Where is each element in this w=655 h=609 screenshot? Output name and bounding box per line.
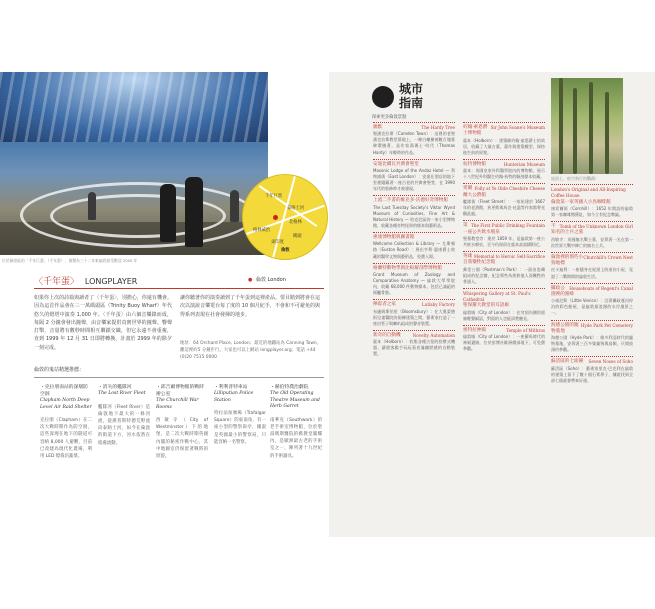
entry-heading-cn: 海德公園的寵物墓地 — [551, 322, 579, 334]
entry-heading — [551, 255, 633, 268]
entry-text: 小威尼斯（Little Venice）：沿著攝政運河停泊的彩色船屋，是倫敦最浪漫的水岸風景之一。 — [551, 298, 633, 316]
dome-photo — [0, 72, 271, 255]
entry-heading-en: Lullaby Factory — [421, 302, 455, 308]
location-dot-icon: ● — [248, 277, 253, 283]
entry-heading-en: Novelty Automation — [412, 332, 455, 338]
entry-heading-cn: 約翰·索恩爵士博物館 — [463, 125, 488, 137]
address-info: 地址：64 Orchard Place, London；最近的地鐵站為 Canning Town，離這裡約5 分鐘步行。大家也可以上網站 longplayer.org；電話 +44 (0)20 7515 0000 — [180, 341, 322, 360]
map-label: 千年巨蛋 — [265, 194, 283, 199]
entry-text: 霍本（Holborn）：建築師約翰·索恩爵士的故居，收藏了大量古董、畫作與建築模型，保持他生前的原貌。 — [463, 137, 545, 155]
station-name-en: Lilliputian Police Station — [214, 391, 254, 403]
station-item — [270, 384, 322, 460]
entry-text: 蘇活區（Soho）：藝術家里克·巴克利在倫敦的建築上留下了數十個石膏鼻子，據說找到全部七個就會帶來好運。 — [551, 365, 633, 383]
guide-entry — [551, 184, 633, 218]
entry-heading-cn: 倫敦裡的那些小狗地標 — [551, 254, 584, 267]
entry-text: 布盧姆斯伯里（Bloomsbury）：在大奧蒙德街兒童醫院的兩棟建築之間，藝術家打造了一座由管子與喇叭組成的聲音裝置。 — [373, 308, 455, 326]
guide-entry — [373, 159, 455, 193]
title-divider — [34, 288, 324, 289]
entry-heading-cn: 英雄自我犧牲紀念館 — [463, 254, 496, 266]
entry-text: 西敏寺：英國無名戰士墓，安葬著一名在第一次世界大戰中陣亡的無名士兵。 — [551, 236, 633, 248]
map-label: 東印度 — [271, 240, 284, 245]
entry-text: 霍本：英國皇家外科醫學院內的博物館，展示十八世紀外科醫生約翰·杭特的解剖標本收藏。 — [463, 168, 545, 180]
guide-entry — [551, 252, 633, 280]
entry-heading-cn: 新奇的自動機 — [373, 332, 401, 338]
station-name-en: The Old Operating Theatre Museum and Herb Garret — [270, 391, 320, 409]
station-name: ・邱吉爾博物館的戰時辦公室 — [156, 385, 204, 397]
guide-entry — [373, 232, 455, 260]
dome-roof — [0, 72, 268, 142]
entry-heading-en: Houseboats of Regent's Canal — [569, 285, 633, 291]
visitor-figure — [230, 190, 239, 222]
station-item — [156, 384, 208, 460]
guide-entry — [373, 195, 455, 229]
guide-entry — [463, 159, 545, 180]
entry-heading — [551, 224, 633, 237]
entry-heading-cn: 安迪比爾瓦共濟會聖堂 — [373, 161, 419, 167]
station-item — [98, 384, 150, 447]
entry-text: 皮卡迪利：一座隱身在屋頂上的迷你小屋，見證了二戰期間的倫敦生活。 — [551, 267, 633, 279]
entry-heading-cn: 第一座公共飲水噴泉 — [463, 223, 500, 235]
entry-heading-cn: 蘇活區的七面鐘 — [551, 359, 584, 365]
guide-column-3 — [551, 184, 633, 387]
guide-entry — [463, 325, 545, 353]
location-en: London — [267, 277, 286, 283]
entry-heading-cn: 攝政公園裡的蜜蜂 — [551, 285, 574, 297]
guide-entry — [551, 221, 633, 249]
map-label: 碼頭 — [293, 234, 302, 239]
photo-stem — [605, 92, 609, 174]
entry-heading-cn: 不知名的士兵之墓 — [551, 224, 584, 236]
station-desc: 西敏寺（City of Westminster）下的地堡，是二次大戰時期英國內閣的秘密作戰中心，其中地圖室仍保留著戰時的原貌。 — [156, 418, 208, 460]
station-desc: 特拉法加廣場（Trafalgar Square）的東南角，有一座小型的警察崗亭，據說是英國最小的警察局，只能容納一名警察。 — [214, 411, 266, 445]
entry-heading — [551, 323, 633, 336]
entry-text: 霍本（Holborn）：收集各種古怪的投幣式機器，讓遊客親手玩玩看充滿幽默感的自動裝置。 — [373, 339, 455, 357]
entry-heading-cn: 杭特博物館 — [463, 161, 486, 167]
entry-heading-en: London's Original and All-Inspiring Coffee House — [551, 187, 626, 199]
photo-stem — [573, 88, 577, 174]
entry-heading — [463, 186, 545, 199]
map-label: 北格林 — [289, 220, 302, 225]
visitor-figure — [185, 177, 203, 247]
article-title-en: LONGPLAYER — [84, 277, 138, 286]
entry-heading — [463, 223, 545, 236]
guide-subtitle: 探索更多倫敦景點 — [372, 115, 407, 120]
visitor-figure — [160, 184, 176, 242]
entry-text: Masonic Lodge of the Andaz Hotel — 利物浦街（East London）：安達仕酒店的地下室裡隱藏著一座古老的共濟會聖堂，在 1990 年代的裝修時才被發現。 — [373, 167, 455, 192]
guide-entry — [463, 220, 545, 248]
parakeet-photo — [551, 78, 623, 174]
guide-logo-icon — [372, 86, 394, 108]
station-item — [40, 384, 92, 460]
entry-heading-en: Tomb of the Unknown London Girl — [559, 224, 633, 230]
map-label: 泰晤士河 — [287, 206, 305, 211]
station-name: ・利利普特車站 — [214, 385, 248, 390]
entry-text: 倫敦城（City of London）：在穹頂內側的迴廊輕聲細語，對面的人也能清楚聽見。 — [463, 309, 545, 321]
entry-heading — [551, 187, 633, 206]
entry-text: 倫敦城（City of London）：一座羅馬時代的神殿遺跡，位於彭博社歐洲總部地下，可免費參觀。 — [463, 334, 545, 352]
entry-heading — [463, 291, 545, 310]
visitor-figure — [88, 192, 96, 220]
guide-entry — [373, 122, 455, 156]
guide-entry — [373, 299, 455, 327]
guide-title-line1: 城市 — [399, 82, 424, 96]
photo-caption: 屋頂上，低空飛行的鸚鵡！ — [551, 176, 599, 181]
entry-heading-cn: 揮霍者之家 — [373, 302, 396, 308]
entry-text: Grant Museum of Zoology and Comparative Anatomy — 倫敦大學學院內，收藏 68,000 件動物標本，包括已滅絕的斑驢骨骼。 — [373, 271, 455, 296]
guide-entry — [373, 330, 455, 358]
map-label: 格林威治 — [253, 228, 271, 233]
location-cn: 倫敦 — [255, 277, 266, 283]
entry-text: The Last Tuesday Society's Viktor Wynd Museum of Curiosities, Fine Art & Natural History — 哈克尼區的一家小型博物館，收藏各種奇特怪異的標本與藝術品。 — [373, 204, 455, 228]
entry-heading-cn: 幽默 — [373, 125, 383, 130]
guide-entry — [551, 320, 633, 354]
entry-heading-cn: 愛爾蘭大公爵館 — [463, 186, 486, 198]
entry-text: 郵差公園（Postman's Park）：一面由瓷磚組成的紀念牆，紀念那些為拯救他人而犧牲的普通人。 — [463, 266, 545, 284]
entry-heading — [463, 125, 545, 138]
entry-heading — [551, 286, 633, 299]
guide-entry — [463, 122, 545, 156]
station-desc: 南華克（Southwark）的老手術室博物館，位於聖湯瑪斯醫院的舊教堂閣樓內，是歐洲最古老的手術室之一，陳列著十九世紀的手術器具。 — [270, 417, 322, 459]
entry-heading-en: Churchill's Crown Nest — [583, 254, 633, 260]
guide-title — [399, 82, 423, 110]
entry-heading-en: Sir John Soane's Museum — [490, 125, 545, 130]
guide-entry — [551, 283, 633, 317]
photo-stem — [559, 78, 563, 174]
guide-entry — [373, 263, 455, 297]
entry-heading-en: Hyde Park Pet Cemetery — [580, 322, 633, 328]
station-name-en: Clapham North Deep Level Air Raid Shelter — [40, 398, 92, 410]
guide-entry — [463, 251, 545, 285]
entry-text: 海德公園（Hyde Park）：維多利亞時代的寵物墓地，安葬著三百多隻貓狗與鳥類，只開放預約參觀。 — [551, 335, 633, 353]
entry-text: Wellcome Collection & Library — 尤斯頓路（Euston Road）：展出亨利·惠康爵士收藏的醫學文物與藝術品，免費入場。 — [373, 241, 455, 259]
entry-heading-en: Folly at Ye Olde Cheshire Cheese — [474, 186, 545, 192]
entry-text: 艦隊街（Fleet Street）：一家始建於 1667 年的老酒館，狄更斯與馬克·吐溫等作家都曾光顧此處。 — [463, 198, 545, 217]
station-name-en: The Churchill War Rooms — [156, 398, 199, 410]
left-page — [0, 72, 327, 537]
station-name: ・消失的艦隊河 — [98, 385, 132, 390]
station-item — [214, 384, 266, 446]
entry-heading-cn: 聖保羅大教堂的耳語廊 — [463, 303, 509, 309]
guide-entry — [463, 183, 545, 217]
guide-entry — [551, 356, 633, 384]
photo-caption: 位於蘇豪區的「千年巨蛋」（千年蛋），被譽為三十二年來倫敦最受歡迎 2000 年 — [2, 258, 138, 263]
entry-heading-en: The First Public Drinking Fountain — [470, 223, 545, 229]
entry-text: 聖潘克拉斯（Camden Town）：這裡的老聖潘克拉斯教堂墓地上，一棵白蠟樹被數百塊墓碑環繞著，是作家湯瑪士·哈代（Thomas Hardy）年輕時的作品。 — [373, 131, 455, 155]
entry-heading-en: The Hardy Tree — [421, 125, 455, 130]
entry-heading-cn: 惠康博物館與圖書館 — [373, 235, 415, 241]
entry-heading-cn: 格蘭特動物學與比較解剖學博物館 — [373, 265, 442, 271]
entry-heading-en: Temple of Mithras — [506, 327, 545, 333]
entry-heading — [373, 198, 455, 204]
guide-column-2 — [463, 122, 545, 356]
entry-text: 聖墓教堂旁：建於 1859 年，是倫敦第一座公共飲水噴泉，至今仍保留在霍本高架橋附近。 — [463, 235, 545, 247]
article-title-cn: 〈千年蛋〉 — [34, 277, 80, 287]
entry-heading-en: Memorial to Heroic Self-Sacrifice — [473, 254, 545, 260]
station-name: ・赫伯特喬治劇院 — [270, 385, 309, 390]
entry-heading-en: Hunterian Museum — [503, 161, 545, 167]
entry-heading — [463, 254, 545, 267]
station-name-en: The Lost River Fleet — [98, 391, 146, 396]
location-tag — [248, 276, 286, 283]
entry-heading-en: Whispering Gallery at St. Paul's Cathedral — [463, 290, 531, 303]
guide-entry — [463, 288, 545, 322]
station-desc: 艦隊河（Fleet River）是倫敦地下最大的一條河流，從漢普斯特德荒野流向泰晤士河，如今在倫敦的街道下方，河水依然在暗處流動。 — [98, 404, 150, 446]
guide-column-1 — [373, 122, 455, 360]
body-column-1: 如果你上次的詩篇與讀者了〈千年蛋〉，別擔心，你還有機會。因為這首作品會在三一萬碼頭區（Trinity Buoy Wharf）年代悠久的燈塔中演奏 1,000 年。〈千年蛋〉由六個音樂錄而成，每隔 2 分鐘會發出鐘聲，由音樂家提供真實世界的鐘聲、響聲打擊，音量將有數秒時間相互聯鎖交織，但它永遠不會重複，直到 1999 年 12 月 31 日即將轉換，計畫於 2999 年的除夕一刻完成。 — [34, 295, 172, 351]
map-highlight-label: 倫敦 — [281, 248, 290, 253]
stations-divider — [34, 377, 324, 378]
entry-heading-cn: 密特拉神殿 — [463, 327, 486, 333]
body-column-2: 讓你聽著你的演奏讀到了千年蛋到這裡產品。要目賭到將會在這次以演說音樂電台每了度的 10 個月紀手，不會和不可避免的與得系列表現在社會發揮的地步。 — [180, 295, 321, 318]
station-name: ・克拉朋南站的深層防空洞 — [40, 385, 88, 397]
station-desc: 克拉朋（Clapham）在二次大戰時期作為防空洞，這些深埋在地下的隧道可容納 8,000 人避難，目前已改建為現代化農場，利用 LED 燈栽培蔬菜。 — [40, 418, 92, 460]
stations-heading: 倫敦的鬼站精選推薦： — [34, 367, 85, 373]
map-pin-icon — [273, 215, 278, 220]
location-map — [242, 174, 328, 260]
guide-title-line2: 指南 — [399, 96, 424, 110]
article-title — [34, 274, 137, 287]
right-page — [329, 72, 655, 537]
entry-heading-cn: 倫敦第一家英國人小鳥咖啡館 — [551, 199, 611, 205]
entry-heading-cn: 上流二手書的維克多·沃德好奇博物館 — [373, 198, 448, 204]
entry-heading — [551, 359, 633, 365]
entry-text: 康希爾街（Cornhill）：1652 年開設的倫敦第一家咖啡館舊址，如今立有紀念牌匾。 — [551, 205, 633, 217]
photo-stem — [589, 82, 593, 174]
entry-heading-en: Seven Noses of Soho — [588, 359, 633, 365]
